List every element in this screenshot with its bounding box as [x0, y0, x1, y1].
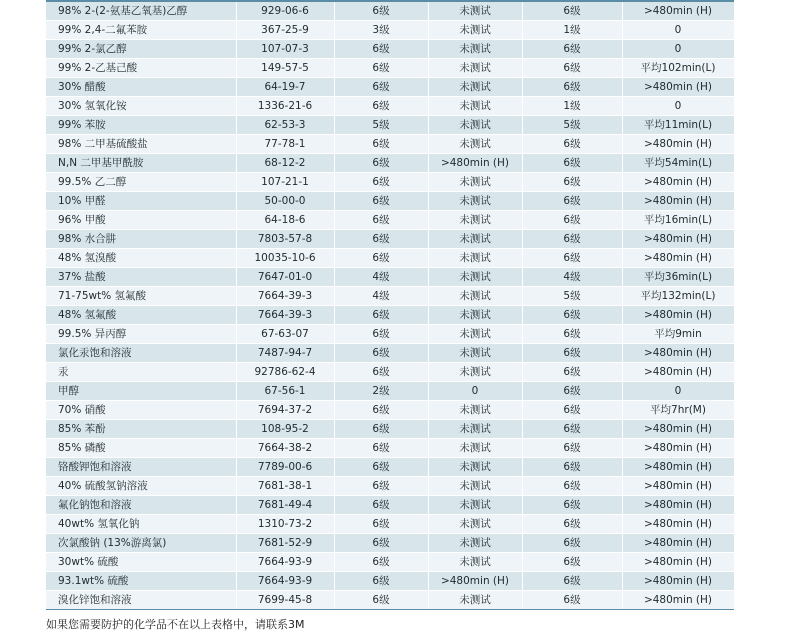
chemical-name-cell: 99% 2,4-二氟苯胺: [46, 21, 236, 40]
table-row: [46, 173, 734, 192]
permeation-time-cell: 平均132min(L): [622, 287, 734, 306]
permeation-time-cell: 平均54min(L): [622, 154, 734, 173]
chemical-name-cell: 40% 硫酸氢钠溶液: [46, 477, 236, 496]
cas-number-cell: 7487-94-7: [236, 344, 334, 363]
grade-cell: 6级: [522, 572, 622, 591]
grade-cell: 6级: [522, 173, 622, 192]
permeation-time-cell: >480min (H): [622, 230, 734, 249]
chemical-name-cell: 85% 磷酸: [46, 439, 236, 458]
chemical-name-cell: 98% 2-(2-氨基乙氧基)乙醇: [46, 2, 236, 21]
breakthrough-cell: 未测试: [428, 287, 522, 306]
table-row: [46, 40, 734, 59]
breakthrough-cell: 未测试: [428, 97, 522, 116]
permeation-time-cell: >480min (H): [622, 192, 734, 211]
grade-cell: 6级: [522, 40, 622, 59]
table-row: [46, 496, 734, 515]
chemical-name-cell: 48% 氢氟酸: [46, 306, 236, 325]
cas-number-cell: 7664-38-2: [236, 439, 334, 458]
table-row: [46, 154, 734, 173]
breakthrough-cell: 未测试: [428, 268, 522, 287]
permeation-time-cell: >480min (H): [622, 477, 734, 496]
rating-cell: 6级: [334, 534, 428, 553]
chemical-resistance-table: [46, 2, 735, 610]
table-row: [46, 287, 734, 306]
table-row: [46, 325, 734, 344]
rating-cell: 6级: [334, 59, 428, 78]
grade-cell: 6级: [522, 420, 622, 439]
permeation-time-cell: >480min (H): [622, 515, 734, 534]
breakthrough-cell: 未测试: [428, 477, 522, 496]
table-row: [46, 135, 734, 154]
grade-cell: 6级: [522, 458, 622, 477]
breakthrough-cell: 未测试: [428, 211, 522, 230]
table-row: [46, 363, 734, 382]
breakthrough-cell: 未测试: [428, 534, 522, 553]
table-row: [46, 78, 734, 97]
rating-cell: 6级: [334, 515, 428, 534]
rating-cell: 6级: [334, 192, 428, 211]
breakthrough-cell: >480min (H): [428, 572, 522, 591]
table-row: [46, 572, 734, 591]
breakthrough-cell: 未测试: [428, 306, 522, 325]
breakthrough-cell: 未测试: [428, 249, 522, 268]
rating-cell: 6级: [334, 97, 428, 116]
breakthrough-cell: 0: [428, 382, 522, 401]
chemical-name-cell: 次氯酸钠 (13%游离氯): [46, 534, 236, 553]
permeation-time-cell: >480min (H): [622, 363, 734, 382]
permeation-time-cell: 平均9min: [622, 325, 734, 344]
chemical-name-cell: 98% 水合肼: [46, 230, 236, 249]
chemical-name-cell: 96% 甲酸: [46, 211, 236, 230]
table-row: [46, 553, 734, 572]
chemical-name-cell: 99% 苯胺: [46, 116, 236, 135]
rating-cell: 6级: [334, 439, 428, 458]
rating-cell: 6级: [334, 2, 428, 21]
grade-cell: 6级: [522, 553, 622, 572]
breakthrough-cell: 未测试: [428, 78, 522, 97]
rating-cell: 6级: [334, 173, 428, 192]
permeation-time-cell: 平均11min(L): [622, 116, 734, 135]
rating-cell: 6级: [334, 363, 428, 382]
cas-number-cell: 92786-62-4: [236, 363, 334, 382]
permeation-time-cell: >480min (H): [622, 249, 734, 268]
permeation-time-cell: >480min (H): [622, 173, 734, 192]
permeation-time-cell: >480min (H): [622, 534, 734, 553]
table-row: [46, 249, 734, 268]
grade-cell: 6级: [522, 230, 622, 249]
breakthrough-cell: 未测试: [428, 59, 522, 78]
grade-cell: 6级: [522, 534, 622, 553]
breakthrough-cell: >480min (H): [428, 154, 522, 173]
footer-note: 如果您需要防护的化学品不在以上表格中，请联系3M: [46, 618, 305, 631]
chemical-name-cell: 30wt% 硫酸: [46, 553, 236, 572]
grade-cell: 6级: [522, 2, 622, 21]
rating-cell: 6级: [334, 325, 428, 344]
cas-number-cell: 7647-01-0: [236, 268, 334, 287]
grade-cell: 6级: [522, 78, 622, 97]
breakthrough-cell: 未测试: [428, 192, 522, 211]
table-row: [46, 534, 734, 553]
rating-cell: 6级: [334, 230, 428, 249]
breakthrough-cell: 未测试: [428, 116, 522, 135]
grade-cell: 6级: [522, 59, 622, 78]
breakthrough-cell: 未测试: [428, 591, 522, 610]
table-bottom-rule: [46, 609, 734, 610]
breakthrough-cell: 未测试: [428, 439, 522, 458]
breakthrough-cell: 未测试: [428, 40, 522, 59]
grade-cell: 6级: [522, 363, 622, 382]
cas-number-cell: 64-19-7: [236, 78, 334, 97]
permeation-time-cell: 平均36min(L): [622, 268, 734, 287]
rating-cell: 6级: [334, 420, 428, 439]
chemical-name-cell: 99.5% 乙二醇: [46, 173, 236, 192]
permeation-time-cell: 0: [622, 97, 734, 116]
breakthrough-cell: 未测试: [428, 401, 522, 420]
cas-number-cell: 50-00-0: [236, 192, 334, 211]
table-row: [46, 116, 734, 135]
cas-number-cell: 1310-73-2: [236, 515, 334, 534]
rating-cell: 6级: [334, 401, 428, 420]
grade-cell: 6级: [522, 439, 622, 458]
breakthrough-cell: 未测试: [428, 458, 522, 477]
permeation-time-cell: >480min (H): [622, 496, 734, 515]
cas-number-cell: 7681-38-1: [236, 477, 334, 496]
grade-cell: 6级: [522, 401, 622, 420]
cas-number-cell: 7664-93-9: [236, 553, 334, 572]
table-row: [46, 306, 734, 325]
cas-number-cell: 7664-39-3: [236, 306, 334, 325]
chemical-name-cell: 甲醇: [46, 382, 236, 401]
permeation-time-cell: 平均102min(L): [622, 59, 734, 78]
cas-number-cell: 929-06-6: [236, 2, 334, 21]
cas-number-cell: 7789-00-6: [236, 458, 334, 477]
rating-cell: 6级: [334, 477, 428, 496]
permeation-time-cell: >480min (H): [622, 439, 734, 458]
permeation-time-cell: >480min (H): [622, 458, 734, 477]
grade-cell: 6级: [522, 306, 622, 325]
table-row: [46, 2, 734, 21]
rating-cell: 5级: [334, 116, 428, 135]
grade-cell: 1级: [522, 97, 622, 116]
grade-cell: 6级: [522, 135, 622, 154]
chemical-name-cell: 71-75wt% 氢氟酸: [46, 287, 236, 306]
grade-cell: 6级: [522, 515, 622, 534]
breakthrough-cell: 未测试: [428, 325, 522, 344]
rating-cell: 6级: [334, 458, 428, 477]
table-row: [46, 97, 734, 116]
grade-cell: 6级: [522, 211, 622, 230]
chemical-name-cell: 37% 盐酸: [46, 268, 236, 287]
grade-cell: 6级: [522, 154, 622, 173]
chemical-name-cell: 30% 氢氧化铵: [46, 97, 236, 116]
breakthrough-cell: 未测试: [428, 496, 522, 515]
table-row: [46, 192, 734, 211]
rating-cell: 6级: [334, 211, 428, 230]
permeation-time-cell: 0: [622, 40, 734, 59]
chemical-name-cell: 98% 二甲基硫酸盐: [46, 135, 236, 154]
chemical-name-cell: 溴化锌饱和溶液: [46, 591, 236, 610]
cas-number-cell: 64-18-6: [236, 211, 334, 230]
chemical-name-cell: 99% 2-乙基己酸: [46, 59, 236, 78]
chemical-name-cell: 30% 醋酸: [46, 78, 236, 97]
cas-number-cell: 1336-21-6: [236, 97, 334, 116]
chemical-name-cell: 48% 氢溴酸: [46, 249, 236, 268]
permeation-time-cell: >480min (H): [622, 2, 734, 21]
rating-cell: 2级: [334, 382, 428, 401]
grade-cell: 1级: [522, 21, 622, 40]
cas-number-cell: 68-12-2: [236, 154, 334, 173]
cas-number-cell: 67-63-07: [236, 325, 334, 344]
table-row: [46, 458, 734, 477]
chemical-name-cell: 85% 苯酚: [46, 420, 236, 439]
rating-cell: 4级: [334, 268, 428, 287]
table-row: [46, 382, 734, 401]
table-row: [46, 420, 734, 439]
cas-number-cell: 77-78-1: [236, 135, 334, 154]
rating-cell: 6级: [334, 78, 428, 97]
rating-cell: 6级: [334, 572, 428, 591]
grade-cell: 6级: [522, 192, 622, 211]
permeation-time-cell: >480min (H): [622, 420, 734, 439]
cas-number-cell: 7664-93-9: [236, 572, 334, 591]
breakthrough-cell: 未测试: [428, 515, 522, 534]
rating-cell: 6级: [334, 591, 428, 610]
rating-cell: 6级: [334, 306, 428, 325]
breakthrough-cell: 未测试: [428, 344, 522, 363]
breakthrough-cell: 未测试: [428, 230, 522, 249]
table-body: [46, 2, 734, 610]
cas-number-cell: 7803-57-8: [236, 230, 334, 249]
chemical-name-cell: 10% 甲醛: [46, 192, 236, 211]
table-row: [46, 591, 734, 610]
table-row: [46, 268, 734, 287]
cas-number-cell: 108-95-2: [236, 420, 334, 439]
rating-cell: 6级: [334, 40, 428, 59]
rating-cell: 6级: [334, 553, 428, 572]
table-row: [46, 59, 734, 78]
permeation-time-cell: >480min (H): [622, 306, 734, 325]
chemical-name-cell: 93.1wt% 硫酸: [46, 572, 236, 591]
grade-cell: 6级: [522, 496, 622, 515]
cas-number-cell: 7664-39-3: [236, 287, 334, 306]
table-row: [46, 344, 734, 363]
permeation-time-cell: >480min (H): [622, 135, 734, 154]
table-row: [46, 477, 734, 496]
chemical-name-cell: 氟化钠饱和溶液: [46, 496, 236, 515]
rating-cell: 3级: [334, 21, 428, 40]
breakthrough-cell: 未测试: [428, 420, 522, 439]
breakthrough-cell: 未测试: [428, 553, 522, 572]
cas-number-cell: 67-56-1: [236, 382, 334, 401]
chemical-name-cell: 99.5% 异丙醇: [46, 325, 236, 344]
rating-cell: 6级: [334, 496, 428, 515]
rating-cell: 4级: [334, 287, 428, 306]
permeation-time-cell: >480min (H): [622, 553, 734, 572]
breakthrough-cell: 未测试: [428, 173, 522, 192]
table-row: [46, 439, 734, 458]
chemical-name-cell: 99% 2-氯乙醇: [46, 40, 236, 59]
grade-cell: 6级: [522, 249, 622, 268]
table-row: [46, 21, 734, 40]
grade-cell: 5级: [522, 287, 622, 306]
cas-number-cell: 7699-45-8: [236, 591, 334, 610]
grade-cell: 6级: [522, 477, 622, 496]
chemical-name-cell: 铬酸钾饱和溶液: [46, 458, 236, 477]
breakthrough-cell: 未测试: [428, 2, 522, 21]
cas-number-cell: 7694-37-2: [236, 401, 334, 420]
cas-number-cell: 62-53-3: [236, 116, 334, 135]
breakthrough-cell: 未测试: [428, 21, 522, 40]
permeation-time-cell: 0: [622, 382, 734, 401]
permeation-time-cell: >480min (H): [622, 591, 734, 610]
table-row: [46, 230, 734, 249]
chemical-name-cell: 40wt% 氢氧化钠: [46, 515, 236, 534]
breakthrough-cell: 未测试: [428, 363, 522, 382]
grade-cell: 6级: [522, 344, 622, 363]
rating-cell: 6级: [334, 344, 428, 363]
rating-cell: 6级: [334, 154, 428, 173]
rating-cell: 6级: [334, 135, 428, 154]
cas-number-cell: 107-07-3: [236, 40, 334, 59]
table-row: [46, 211, 734, 230]
chemical-name-cell: 70% 硝酸: [46, 401, 236, 420]
chemical-name-cell: 氯化汞饱和溶液: [46, 344, 236, 363]
grade-cell: 4级: [522, 268, 622, 287]
breakthrough-cell: 未测试: [428, 135, 522, 154]
permeation-time-cell: 平均7hr(M): [622, 401, 734, 420]
permeation-time-cell: 平均16min(L): [622, 211, 734, 230]
grade-cell: 6级: [522, 325, 622, 344]
cas-number-cell: 149-57-5: [236, 59, 334, 78]
table-row: [46, 401, 734, 420]
grade-cell: 6级: [522, 382, 622, 401]
table-row: [46, 515, 734, 534]
cas-number-cell: 7681-52-9: [236, 534, 334, 553]
cas-number-cell: 367-25-9: [236, 21, 334, 40]
cas-number-cell: 10035-10-6: [236, 249, 334, 268]
chemical-name-cell: N,N 二甲基甲酰胺: [46, 154, 236, 173]
permeation-time-cell: >480min (H): [622, 344, 734, 363]
grade-cell: 6级: [522, 591, 622, 610]
cas-number-cell: 7681-49-4: [236, 496, 334, 515]
grade-cell: 5级: [522, 116, 622, 135]
rating-cell: 6级: [334, 249, 428, 268]
chemical-name-cell: 汞: [46, 363, 236, 382]
permeation-time-cell: 0: [622, 21, 734, 40]
cas-number-cell: 107-21-1: [236, 173, 334, 192]
permeation-time-cell: >480min (H): [622, 78, 734, 97]
permeation-time-cell: >480min (H): [622, 572, 734, 591]
